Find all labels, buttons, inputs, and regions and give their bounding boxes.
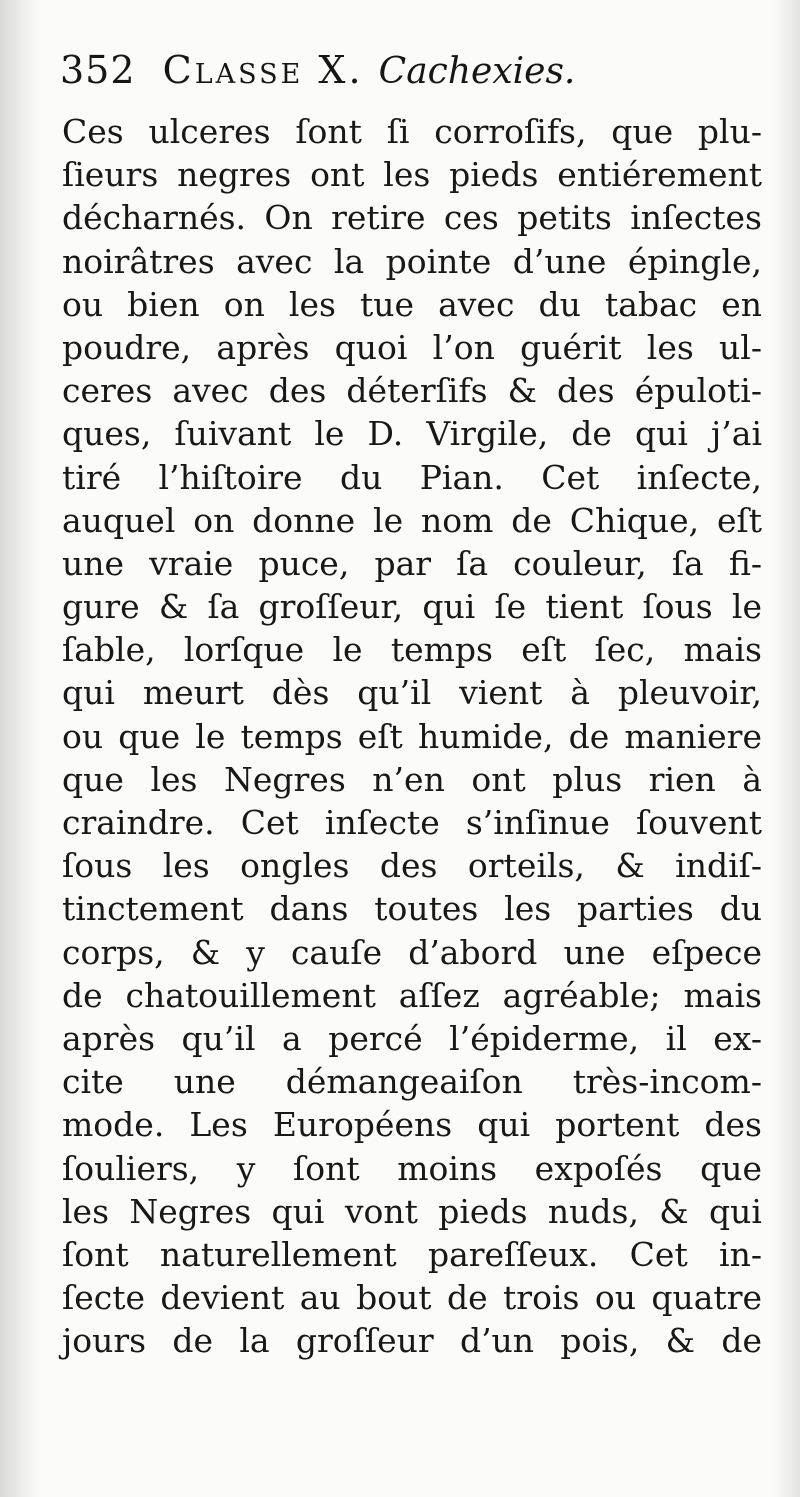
text-line: ou que le temps eſt humide, de maniere <box>62 716 762 756</box>
text-line: mode. Les Européens qui portent des <box>62 1105 762 1145</box>
text-line: que les Negres n’en ont plus rien à <box>62 759 762 799</box>
text-line: Ces ulceres ſont ſi corroſifs, que plu- <box>62 112 762 151</box>
text-line: noirâtres avec la pointe d’une épingle, <box>62 241 762 281</box>
page-number: 352 <box>60 48 136 92</box>
text-line: craindre. Cet inſecte s’inſinue ſouvent <box>62 803 762 842</box>
text-line: auquel on donne le nom de Chique, eſt <box>62 500 762 540</box>
text-line: après qu’il a percé l’épiderme, il ex- <box>62 1018 762 1058</box>
text-line: ſous les ongles des orteils, & indiſ- <box>62 846 762 886</box>
class-label: Classe X. <box>162 48 364 92</box>
body-text <box>62 110 762 1362</box>
text-line: jours de la groſſeur d’un pois, & de <box>62 1321 762 1361</box>
text-line: ſecte devient au bout de trois ou quatre <box>62 1278 762 1318</box>
text-line: tiré l’hiſtoire du Pian. Cet inſecte, <box>62 457 762 497</box>
text-line: une vraie puce, par ſa couleur, ſa fi- <box>62 543 762 583</box>
text-line: qui meurt dès qu’il vient à pleuvoir, <box>62 673 762 713</box>
text-line: gure & ſa groſſeur, qui ſe tient ſous le <box>62 587 762 627</box>
text-line: décharnés. On retire ces petits inſectes <box>62 198 762 238</box>
page-edge-shadow <box>774 0 800 1497</box>
text-line: ſouliers, y ſont moins expoſés que <box>62 1148 762 1188</box>
page-gutter-shadow <box>0 0 40 1497</box>
text-line: poudre, après quoi l’on guérit les ul- <box>62 327 762 367</box>
chapter-title: Cachexies. <box>378 51 576 92</box>
text-line: cite une démangeaiſon très-incom- <box>62 1062 762 1102</box>
text-line: ou bien on les tue avec du tabac en <box>62 284 762 324</box>
text-line: ſont naturellement pareſſeux. Cet in- <box>62 1234 762 1274</box>
running-header <box>60 48 760 104</box>
text-line: ceres avec des déterſifs & des épuloti- <box>62 371 762 411</box>
text-line: tinctement dans toutes les parties du <box>62 889 762 929</box>
text-line: les Negres qui vont pieds nuds, & qui <box>62 1191 762 1231</box>
text-line: corps, & y cauſe d’abord une eſpece <box>62 932 762 972</box>
text-line: ſable, lorſque le temps eſt ſec, mais <box>62 630 762 670</box>
text-line: de chatouillement aſſez agréable; mais <box>62 975 762 1015</box>
text-line: ques, ſuivant le D. Virgile, de qui j’ai <box>62 414 762 454</box>
text-line: ſieurs negres ont les pieds entiérement <box>62 155 762 195</box>
